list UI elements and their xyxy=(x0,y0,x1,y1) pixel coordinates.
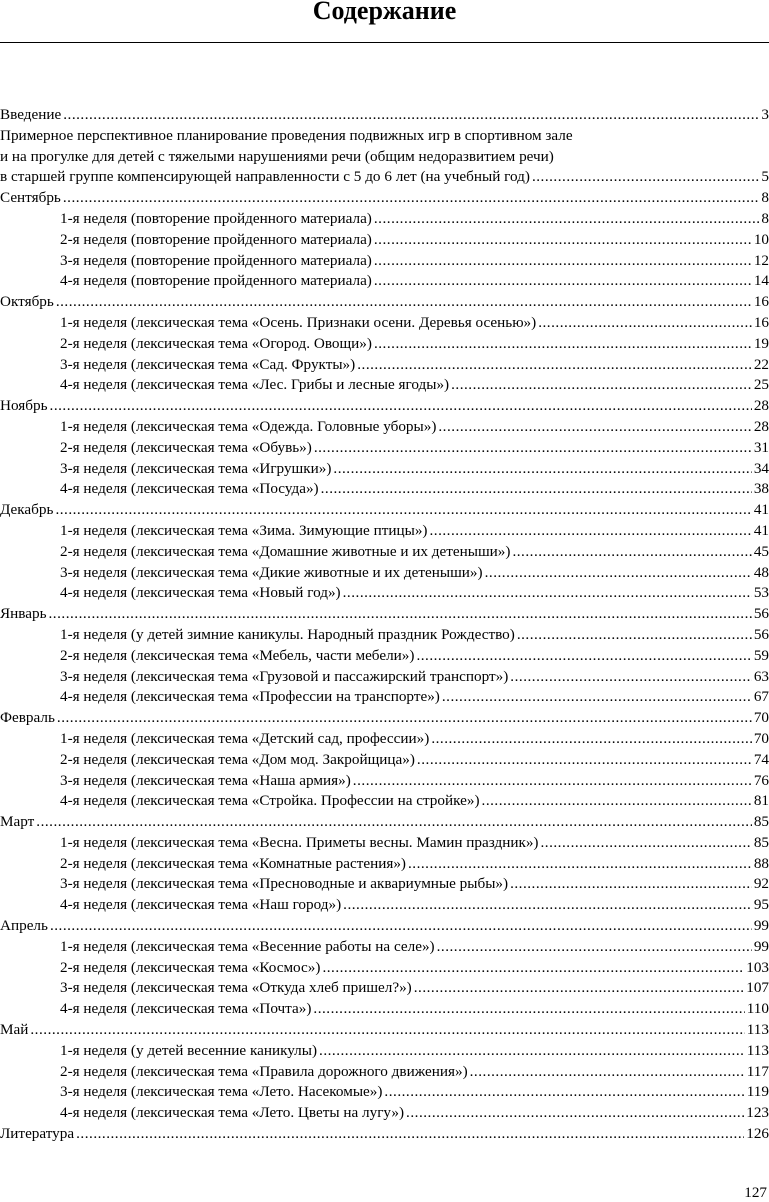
page-title: Содержание xyxy=(312,0,457,25)
dot-leader xyxy=(374,334,752,355)
toc-entry-page: 8 xyxy=(761,189,769,207)
toc-entry-month[interactable] xyxy=(0,1020,769,1041)
toc-entry-label: Октябрь xyxy=(0,293,54,311)
toc-entry-page: 16 xyxy=(753,293,769,311)
toc-entry-page: 41 xyxy=(753,501,769,519)
dot-leader xyxy=(57,708,752,729)
toc-entry-label: Февраль xyxy=(0,709,55,727)
toc-entry-page: 3 xyxy=(761,106,769,123)
dot-leader xyxy=(417,750,752,771)
toc-entry-page: 10 xyxy=(753,230,769,248)
dot-leader xyxy=(406,1103,744,1124)
toc-entry-label: 1-я неделя (лексическая тема «Весенние работы на селе») xyxy=(60,937,435,955)
toc-entry-page: 19 xyxy=(753,334,769,352)
dot-leader xyxy=(374,230,752,251)
dot-leader xyxy=(437,937,752,958)
toc-entry-page: 56 xyxy=(753,605,769,623)
toc-entry-label: 3-я неделя (лексическая тема «Игрушки») xyxy=(60,459,332,477)
toc-entry-week[interactable] xyxy=(0,625,769,646)
toc-entry-month[interactable] xyxy=(0,292,769,313)
toc-entry-label: 3-я неделя (лексическая тема «Наша армия») xyxy=(60,771,351,789)
toc-entry-page: 123 xyxy=(746,1104,769,1122)
toc-entry-week[interactable] xyxy=(0,230,769,251)
dot-leader xyxy=(343,895,752,916)
toc-entry-month[interactable] xyxy=(0,812,769,833)
toc-entry-month[interactable] xyxy=(0,708,769,729)
toc-entry-week[interactable] xyxy=(0,438,769,459)
dot-leader xyxy=(470,1062,745,1083)
toc-entry-label: 1-я неделя (у детей зимние каникулы. Народный праздник Рождество) xyxy=(60,625,515,643)
toc-entry-label: 4-я неделя (лексическая тема «Профессии на транспорте») xyxy=(60,688,440,706)
dot-leader xyxy=(485,563,752,584)
toc-entry-label: 1-я неделя (лексическая тема «Детский сад, профессии») xyxy=(60,729,430,747)
toc-entry-label: 4-я неделя (лексическая тема «Стройка. Профессии на стройке») xyxy=(60,792,480,810)
toc-entry-page: 126 xyxy=(746,1125,769,1143)
toc-entry-week[interactable] xyxy=(0,583,769,604)
toc-entry-label: в старшей группе компенсирующей направленности с 5 до 6 лет (на учебный год) xyxy=(0,168,530,186)
dot-leader xyxy=(510,667,752,688)
toc-entry-page: 113 xyxy=(746,1021,769,1039)
table-of-contents xyxy=(0,105,769,1145)
dot-leader xyxy=(321,479,752,500)
dot-leader xyxy=(532,167,759,188)
toc-entry-page: 92 xyxy=(753,875,769,893)
dot-leader xyxy=(76,1124,744,1145)
toc-entry-week[interactable] xyxy=(0,563,769,584)
toc-entry-week[interactable] xyxy=(0,667,769,688)
toc-entry-page: 53 xyxy=(753,584,769,602)
toc-entry-label: 2-я неделя (лексическая тема «Мебель, части мебели») xyxy=(60,646,415,664)
toc-entry-week[interactable] xyxy=(0,1041,769,1062)
toc-entry-label: 2-я неделя (лексическая тема «Домашние животные и их детеныши») xyxy=(60,542,511,560)
toc-entry-page: 74 xyxy=(753,750,769,768)
toc-entry-week[interactable] xyxy=(0,895,769,916)
toc-entry-label: Январь xyxy=(0,605,47,623)
toc-entry-page: 88 xyxy=(753,854,769,872)
toc-entry-week[interactable] xyxy=(0,417,769,438)
toc-entry-week[interactable] xyxy=(0,646,769,667)
toc-entry-page: 56 xyxy=(753,625,769,643)
title-divider xyxy=(0,42,769,43)
toc-entry-page: 25 xyxy=(753,376,769,394)
toc-entry-page: 63 xyxy=(753,667,769,685)
toc-entry-label: Апрель xyxy=(0,917,48,935)
dot-leader xyxy=(431,729,752,750)
toc-entry-week[interactable] xyxy=(0,1082,769,1103)
toc-entry-page: 113 xyxy=(746,1041,769,1059)
dot-leader xyxy=(50,916,752,937)
toc-entry-label: 4-я неделя (лексическая тема «Новый год») xyxy=(60,584,341,602)
toc-entry-page: 38 xyxy=(753,480,769,498)
toc-entry-week[interactable] xyxy=(0,937,769,958)
toc-entry-week[interactable] xyxy=(0,313,769,334)
dot-leader xyxy=(517,625,752,646)
dot-leader xyxy=(313,999,744,1020)
toc-entry-label: 4-я неделя (лексическая тема «Почта») xyxy=(60,1000,312,1018)
toc-entry-month[interactable] xyxy=(0,396,769,417)
toc-entry-page: 81 xyxy=(753,792,769,810)
toc-entry-page: 31 xyxy=(753,438,769,456)
toc-entry-page: 28 xyxy=(753,397,769,415)
dot-leader xyxy=(49,604,752,625)
dot-leader xyxy=(451,375,752,396)
toc-entry-page: 48 xyxy=(753,563,769,581)
toc-planning-line-2: и на прогулке для детей с тяжелыми нарушениями речи (общим недоразвитием речи) xyxy=(0,147,554,165)
toc-entry-week[interactable] xyxy=(0,375,769,396)
toc-entry-page: 107 xyxy=(746,979,769,997)
toc-entry-page: 76 xyxy=(753,771,769,789)
toc-entry-label: 3-я неделя (лексическая тема «Грузовой и пассажирский транспорт») xyxy=(60,667,509,685)
toc-entry-label: 2-я неделя (лексическая тема «Комнатные растения») xyxy=(60,854,406,872)
toc-entry-label: Сентябрь xyxy=(0,189,61,207)
dot-leader xyxy=(343,583,752,604)
toc-entry-week[interactable] xyxy=(0,1062,769,1083)
toc-entry-label: 1-я неделя (лексическая тема «Зима. Зимующие птицы») xyxy=(60,521,428,539)
toc-sections xyxy=(0,188,769,1124)
dot-leader xyxy=(63,188,760,209)
dot-leader xyxy=(374,251,752,272)
dot-leader xyxy=(374,209,760,230)
toc-entry-page: 22 xyxy=(753,355,769,373)
toc-entry-week[interactable] xyxy=(0,521,769,542)
toc-entry-label: 4-я неделя (лексическая тема «Наш город») xyxy=(60,896,342,914)
toc-entry-label: 3-я неделя (лексическая тема «Пресноводные и аквариумные рыбы») xyxy=(60,875,509,893)
dot-leader xyxy=(510,874,752,895)
toc-entry-month[interactable] xyxy=(0,188,769,209)
toc-entry-month[interactable] xyxy=(0,604,769,625)
toc-entry-label: 2-я неделя (лексическая тема «Дом мод. Закройщица») xyxy=(60,750,415,768)
toc-entry-label: 3-я неделя (лексическая тема «Сад. Фрукты») xyxy=(60,355,356,373)
toc-entry-page: 110 xyxy=(746,1000,769,1018)
toc-entry-label: 2-я неделя (лексическая тема «Правила дорожного движения») xyxy=(60,1062,468,1080)
dot-leader xyxy=(56,292,752,313)
toc-entry-week[interactable] xyxy=(0,355,769,376)
toc-entry-page: 103 xyxy=(746,958,769,976)
toc-entry-week[interactable] xyxy=(0,791,769,812)
toc-entry-week[interactable] xyxy=(0,542,769,563)
toc-entry-page: 70 xyxy=(753,729,769,747)
toc-entry-label: 4-я неделя (лексическая тема «Лето. Цветы на лугу») xyxy=(60,1104,405,1122)
toc-entry-label: 2-я неделя (лексическая тема «Космос») xyxy=(60,958,321,976)
toc-entry-label: 1-я неделя (лексическая тема «Весна. Приметы весны. Мамин праздник») xyxy=(60,833,539,851)
toc-entry-page: 117 xyxy=(746,1062,769,1080)
toc-entry-label: 3-я неделя (лексическая тема «Лето. Насекомые») xyxy=(60,1083,383,1101)
dot-leader xyxy=(416,646,751,667)
toc-entry-week[interactable] xyxy=(0,750,769,771)
dot-leader xyxy=(429,521,751,542)
dot-leader xyxy=(408,854,752,875)
toc-entry-week[interactable] xyxy=(0,687,769,708)
toc-entry-label: 3-я неделя (лексическая тема «Дикие животные и их детеныши») xyxy=(60,563,483,581)
toc-entry-page: 34 xyxy=(753,459,769,477)
toc-entry-label: Ноябрь xyxy=(0,397,48,415)
toc-entry-page: 14 xyxy=(753,272,769,290)
toc-entry-label: 2-я неделя (лексическая тема «Обувь») xyxy=(60,438,312,456)
toc-entry-month[interactable] xyxy=(0,500,769,521)
dot-leader xyxy=(438,417,751,438)
toc-entry-page: 99 xyxy=(753,917,769,935)
toc-entry-page: 85 xyxy=(753,833,769,851)
toc-entry-page: 8 xyxy=(761,209,769,227)
toc-entry-week[interactable] xyxy=(0,958,769,979)
toc-entry-label: 1-я неделя (повторение пройденного материала) xyxy=(60,209,372,227)
toc-entry-label: Март xyxy=(0,813,35,831)
toc-entry-page: 45 xyxy=(753,542,769,560)
toc-entry-page: 12 xyxy=(753,251,769,269)
toc-entry-page: 99 xyxy=(753,937,769,955)
toc-entry-week[interactable] xyxy=(0,479,769,500)
toc-entry-page: 95 xyxy=(753,896,769,914)
toc-entry-page: 5 xyxy=(761,168,769,186)
toc-entry-label: 1-я неделя (лексическая тема «Одежда. Головные уборы») xyxy=(60,417,437,435)
toc-entry-page: 85 xyxy=(753,813,769,831)
dot-leader xyxy=(374,271,752,292)
dot-leader xyxy=(414,978,744,999)
toc-entry-week[interactable] xyxy=(0,334,769,355)
dot-leader xyxy=(482,791,752,812)
dot-leader xyxy=(36,812,752,833)
dot-leader xyxy=(538,313,752,334)
toc-entry-week[interactable] xyxy=(0,271,769,292)
toc-entry-week[interactable] xyxy=(0,854,769,875)
toc-planning-line-1: Примерное перспективное планирование проведения подвижных игр в спортивном зале xyxy=(0,126,573,144)
toc-entry-intro[interactable] xyxy=(0,105,769,126)
toc-entry-label: 4-я неделя (повторение пройденного материала) xyxy=(60,272,372,290)
dot-leader xyxy=(353,771,752,792)
dot-leader xyxy=(319,1041,745,1062)
toc-entry-page: 70 xyxy=(753,709,769,727)
dot-leader xyxy=(357,355,752,376)
toc-entry-page: 28 xyxy=(753,417,769,435)
toc-entry-page: 67 xyxy=(753,688,769,706)
toc-entry-week[interactable] xyxy=(0,874,769,895)
dot-leader xyxy=(442,687,752,708)
dot-leader xyxy=(333,459,751,480)
toc-entry-label: Декабрь xyxy=(0,501,54,519)
dot-leader xyxy=(50,396,752,417)
toc-entry-week[interactable] xyxy=(0,833,769,854)
toc-entry-week[interactable] xyxy=(0,978,769,999)
dot-leader xyxy=(540,833,751,854)
toc-entry-page: 119 xyxy=(746,1083,769,1101)
toc-entry-week[interactable] xyxy=(0,1103,769,1124)
toc-entry-label: Май xyxy=(0,1021,29,1039)
toc-entry-label: 1-я неделя (лексическая тема «Осень. Признаки осени. Деревья осенью») xyxy=(60,313,537,331)
dot-leader xyxy=(63,105,759,126)
dot-leader xyxy=(512,542,751,563)
toc-entry-label: 3-я неделя (повторение пройденного материала) xyxy=(60,251,372,269)
dot-leader xyxy=(384,1082,744,1103)
toc-entry-label: 4-я неделя (лексическая тема «Посуда») xyxy=(60,480,319,498)
toc-entry-label: 2-я неделя (повторение пройденного материала) xyxy=(60,230,372,248)
toc-entry-week[interactable] xyxy=(0,251,769,272)
toc-entry-planning[interactable] xyxy=(0,167,769,188)
toc-entry-week[interactable] xyxy=(0,771,769,792)
toc-entry-label: 2-я неделя (лексическая тема «Огород. Овощи») xyxy=(60,334,372,352)
toc-entry-page: 41 xyxy=(753,521,769,539)
toc-entry-label: 1-я неделя (у детей весенние каникулы) xyxy=(60,1041,318,1059)
dot-leader xyxy=(314,438,752,459)
toc-entry-month[interactable] xyxy=(0,916,769,937)
toc-entry-literature[interactable] xyxy=(0,1124,769,1145)
toc-entry-label: 3-я неделя (лексическая тема «Откуда хлеб пришел?») xyxy=(60,979,412,997)
toc-entry-label: Литература xyxy=(0,1125,75,1143)
dot-leader xyxy=(30,1020,744,1041)
toc-entry-label: 4-я неделя (лексическая тема «Лес. Грибы и лесные ягоды») xyxy=(60,376,450,394)
toc-entry-week[interactable] xyxy=(0,729,769,750)
toc-entry-week[interactable] xyxy=(0,209,769,230)
toc-entry-week[interactable] xyxy=(0,999,769,1020)
page-number: 127 xyxy=(744,1184,767,1201)
toc-entry-page: 16 xyxy=(753,313,769,331)
dot-leader xyxy=(322,958,744,979)
toc-entry-week[interactable] xyxy=(0,459,769,480)
dot-leader xyxy=(55,500,751,521)
toc-entry-label: Введение xyxy=(0,106,62,123)
toc-entry-page: 59 xyxy=(753,646,769,664)
